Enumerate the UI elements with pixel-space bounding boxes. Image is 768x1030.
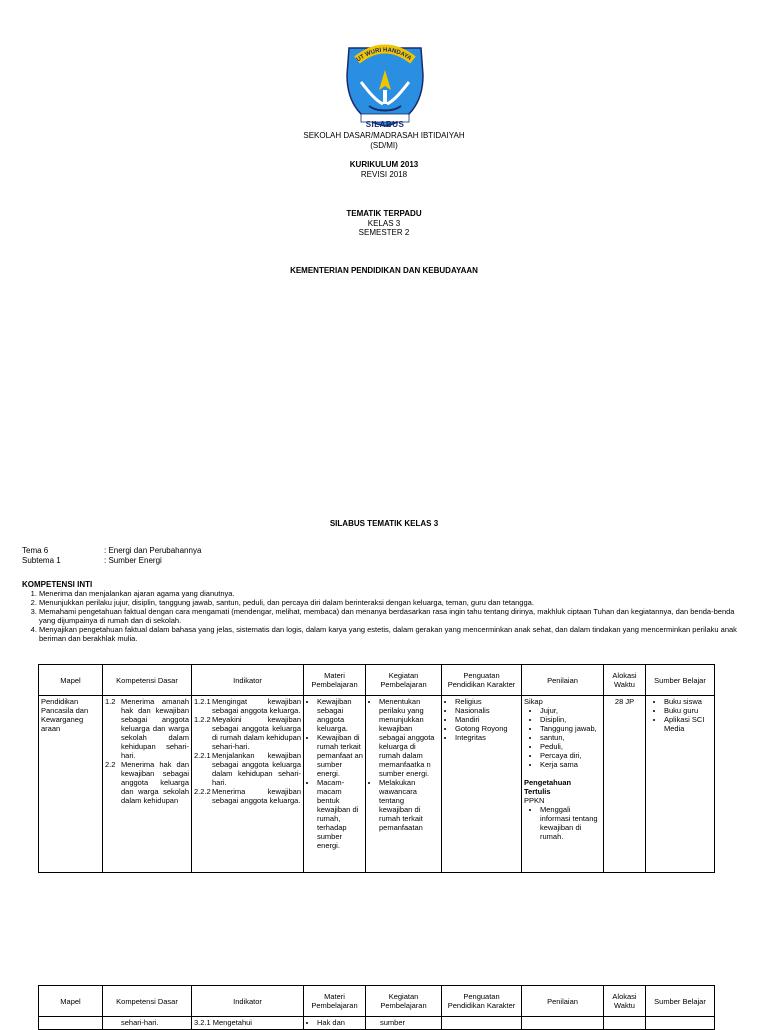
list-item: • Mandiri <box>455 715 519 724</box>
header-penilaian: Penilaian <box>522 986 604 1017</box>
list-item: • Buku guru <box>664 706 712 715</box>
tertulis-label: Tertulis <box>524 787 551 796</box>
list-item: • santun, <box>540 733 601 742</box>
cell-karakter <box>442 1017 522 1030</box>
cell-materi <box>304 696 366 873</box>
list-item: • Macam-macam bentuk kewajiban di rumah, terhadap sumber energi. <box>317 778 363 850</box>
revision: REVISI 2018 <box>360 170 408 179</box>
header-indikator: Indikator <box>192 665 304 696</box>
list-item: • Disiplin, <box>540 715 601 724</box>
ki-item: 3. Memahami pengetahuan faktual dengan cara mengamati (mendengar, melihat, membaca) dan menanya berdasarkan rasa ingin tahu tentang dirinya, makhluk ciptaan Tuhan dan kegiatannya, dan benda-benda yang dijumpainya di rumah dan di sekolah. <box>39 607 739 625</box>
cell-sumber <box>646 1017 715 1030</box>
theme-label: Tema 6 <box>22 546 49 555</box>
list-item: • Percaya diri, <box>540 751 601 760</box>
list-item: • Hak dan <box>317 1018 363 1027</box>
table-row <box>39 696 715 873</box>
cell-kegiatan: sumber <box>366 1017 442 1030</box>
list-item: • Buku siswa <box>664 697 712 706</box>
ki-item: 1. Menerima dan menjalankan ajaran agama yang dianutnya. <box>39 589 739 598</box>
header-alokasi: Alokasi Waktu <box>604 986 646 1017</box>
header-mapel: Mapel <box>39 665 103 696</box>
ki-heading: KOMPETENSI INTI <box>22 580 93 589</box>
indikator-item: 2.2.1 Menjalankan kewajiban sebagai anggota keluarga dalam kehidupan sehari- hari. <box>194 751 301 787</box>
cell-kegiatan <box>366 696 442 873</box>
ki-item: 2. Menunjukkan perilaku jujur, disiplin, tanggung jawab, santun, peduli, dan percaya diri dalam berinteraksi dengan keluarga, teman, guru dan tetangga. <box>39 598 739 607</box>
tut-wuri-handayani-logo <box>339 30 431 130</box>
list-item: • Kerja sama <box>540 760 601 769</box>
ministry: KEMENTERIAN PENDIDIKAN DAN KEBUDAYAAN <box>290 266 478 275</box>
ki-item: 4. Menyajikan pengetahuan faktual dalam bahasa yang jelas, sistematis dan logis, dalam karya yang estetis, dalam gerakan yang mencerminkan anak sehat, dan dalam tindakan yang mencerminkan perilaku anak beriman dan berakhlak mulia. <box>39 625 739 643</box>
cell-alokasi <box>604 1017 646 1030</box>
header-mapel: Mapel <box>39 986 103 1017</box>
syllabus-table <box>38 664 715 873</box>
cell-mapel <box>39 1017 103 1030</box>
header-alokasi: Alokasi Waktu <box>604 665 646 696</box>
indikator-item: 1.2.2 Meyakini kewajiban sebagai anggota keluarga di rumah dalam kehidupan sehari-hari. <box>194 715 301 751</box>
list-item: • Aplikasi SCI Media <box>664 715 712 733</box>
list-item: • Gotong Royong <box>455 724 519 733</box>
header-materi: Materi Pembelajaran <box>304 665 366 696</box>
list-item: • Kewajiban sebagai anggota keluarga. <box>317 697 363 733</box>
syllabus-table-continued <box>38 985 715 1030</box>
header-kompetensi-dasar: Kompetensi Dasar <box>103 986 192 1017</box>
header-kegiatan: Kegiatan Pembelajaran <box>366 665 442 696</box>
cell-sumber <box>646 696 715 873</box>
ppkn-label: PPKN <box>524 796 545 805</box>
kd-item: 2.2 Menerima hak dan kewajiban sebagai anggota keluarga dan warga sekolah dalam kehidupan <box>105 760 189 805</box>
header-karakter: Penguatan Pendidikan Karakter <box>442 665 522 696</box>
sikap-label: Sikap <box>524 697 543 706</box>
cell-mapel: Pendidikan Pancasila dan Kewarganeg araan <box>39 696 103 873</box>
table-header-row <box>39 986 715 1017</box>
cell-penilaian <box>522 1017 604 1030</box>
logo-caption: SILABUS <box>365 120 405 129</box>
cell-kompetensi-dasar <box>103 696 192 873</box>
header-kompetensi-dasar: Kompetensi Dasar <box>103 665 192 696</box>
table-header-row <box>39 665 715 696</box>
kd-item: 1.2 Menerima amanah hak dan kewajiban sebagai anggota keluarga dan warga sekolah dalam kehidupan sehari-hari. <box>105 697 189 760</box>
header-sumber: Sumber Belajar <box>646 986 715 1017</box>
theme-value: : Energi dan Perubahannya <box>104 546 202 555</box>
list-item: • Kewajiban di rumah terkait pemanfaat an sumber energi. <box>317 733 363 778</box>
ki-list <box>22 589 739 643</box>
list-item: • Menggali informasi tentang kewajiban di rumah. <box>540 805 601 841</box>
grade: KELAS 3 <box>367 219 401 228</box>
header-penilaian: Penilaian <box>522 665 604 696</box>
header-indikator: Indikator <box>192 986 304 1017</box>
cell-kompetensi-dasar: sehari-hari. <box>103 1017 192 1030</box>
syllabus-title: SILABUS TEMATIK KELAS 3 <box>329 519 439 528</box>
semester: SEMESTER 2 <box>358 228 410 237</box>
header-materi: Materi Pembelajaran <box>304 986 366 1017</box>
school-abbr: (SD/MI) <box>370 141 398 150</box>
list-item: • Melakukan wawancara tentang kewajiban di rumah terkait pemanfaatan <box>379 778 439 832</box>
cell-materi <box>304 1017 366 1030</box>
header-kegiatan: Kegiatan Pembelajaran <box>366 986 442 1017</box>
table-row <box>39 1017 715 1030</box>
header-karakter: Penguatan Pendidikan Karakter <box>442 986 522 1017</box>
list-item: • Integritas <box>455 733 519 742</box>
svg-text:TUT WURI HANDAYANI: UT WURI HANDAYA <box>355 47 413 64</box>
list-item: • Religius <box>455 697 519 706</box>
list-item: • Menentukan perilaku yang menunjukkan kewajiban sebagai anggota keluarga di rumah dalam memanfaatka n sumber energi. <box>379 697 439 778</box>
indikator-item: 2.2.2 Menerima kewajiban sebagai anggota keluarga. <box>194 787 301 805</box>
indikator-item: 1.2.1 Mengingat kewajiban sebagai anggota keluarga. <box>194 697 301 715</box>
school-name: SEKOLAH DASAR/MADRASAH IBTIDAIYAH <box>303 131 465 140</box>
pengetahuan-label: Pengetahuan <box>524 778 572 787</box>
subtheme-value: : Sumber Energi <box>104 556 162 565</box>
header-sumber: Sumber Belajar <box>646 665 715 696</box>
cell-indikator: 3.2.1 Mengetahui <box>192 1017 304 1030</box>
cell-indikator <box>192 696 304 873</box>
cell-karakter <box>442 696 522 873</box>
subtheme-label: Subtema 1 <box>22 556 61 565</box>
list-item: • Peduli, <box>540 742 601 751</box>
list-item: • Jujur, <box>540 706 601 715</box>
cell-alokasi: 28 JP <box>604 696 646 873</box>
list-item: • Tanggung jawab, <box>540 724 601 733</box>
cell-penilaian <box>522 696 604 873</box>
subject: TEMATIK TERPADU <box>346 209 422 218</box>
list-item: • Nasionalis <box>455 706 519 715</box>
curriculum: KURIKULUM 2013 <box>349 160 419 169</box>
